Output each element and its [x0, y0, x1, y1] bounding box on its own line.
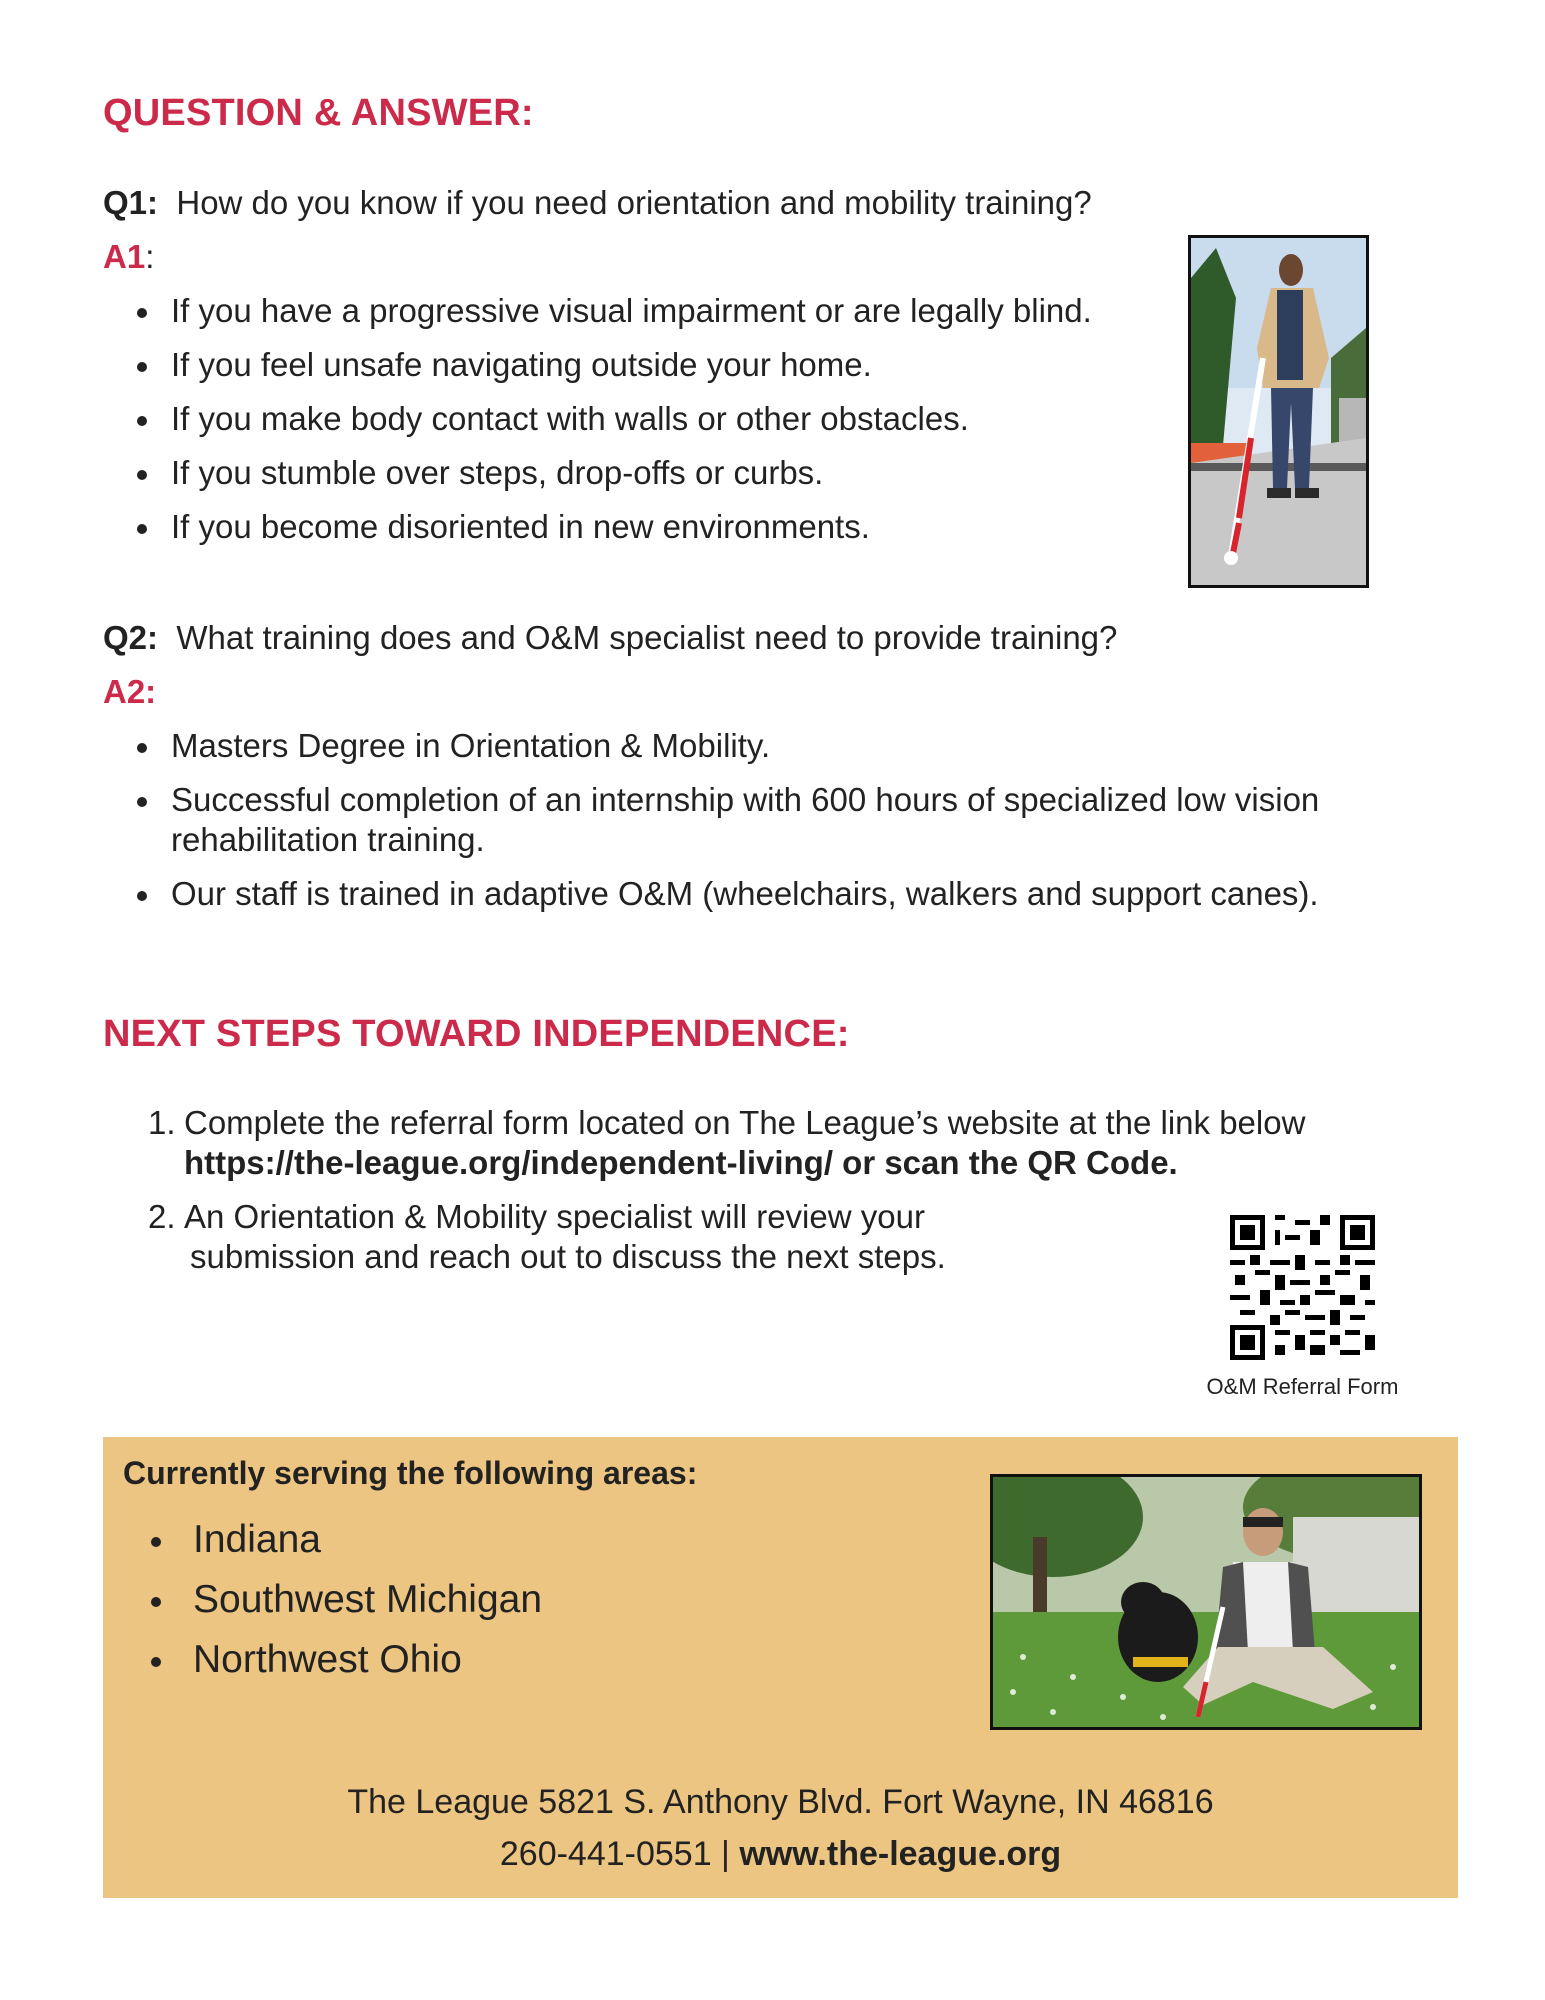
list-item: Masters Degree in Orientation & Mobility. — [103, 726, 1453, 766]
q1-text: How do you know if you need orientation and mobility training? — [176, 184, 1092, 221]
phone-number: 260-441-0551 | — [499, 1835, 730, 1873]
next-steps-heading: NEXT STEPS TOWARD INDEPENDENCE: — [103, 1013, 850, 1055]
service-areas-box — [103, 1437, 1458, 1898]
step-2 — [148, 1197, 1398, 1237]
man-with-cane-photo — [1188, 235, 1369, 588]
website-link[interactable]: www.the-league.org — [739, 1835, 1062, 1873]
list-item: Our staff is trained in adaptive O&M (wheelchairs, walkers and support canes). — [103, 874, 1453, 914]
list-item: Successful completion of an internship with 600 hours of specialized low vision — [103, 780, 1453, 820]
list-item: Indiana — [103, 1517, 542, 1563]
a2-label: A2: — [103, 673, 157, 710]
q1-label: Q1: — [103, 184, 159, 221]
list-item: If you feel unsafe navigating outside your home. — [103, 345, 1183, 385]
referral-link[interactable]: https://the-league.org/independent-living/ or scan the QR Code. — [184, 1144, 1178, 1181]
next-steps-list — [148, 1103, 1398, 1291]
guide-dog-illustration — [993, 1477, 1419, 1727]
man-with-cane-illustration — [1191, 238, 1366, 585]
a1-label-line — [103, 237, 154, 277]
a1-colon: : — [145, 238, 155, 275]
a2-label-line — [103, 672, 156, 712]
step-2-line-1: An Orientation & Mobility specialist will review your — [184, 1198, 925, 1235]
contact-line — [103, 1831, 1458, 1877]
list-item: Northwest Ohio — [103, 1637, 542, 1683]
step-1 — [148, 1103, 1398, 1143]
step-2-line-2: submission and reach out to discuss the next steps. — [190, 1238, 946, 1275]
man-with-guide-dog-photo — [990, 1474, 1422, 1730]
step-1-link-line — [148, 1143, 1398, 1183]
q1-question — [103, 183, 1092, 223]
qr-caption: O&M Referral Form — [1206, 1374, 1399, 1399]
a1-bullet-list — [103, 291, 1183, 561]
a2-bullet-list — [103, 726, 1453, 928]
q2-question — [103, 618, 1117, 658]
list-item: Southwest Michigan — [103, 1577, 542, 1623]
step-1-text: Complete the referral form located on The League’s website at the link below — [184, 1104, 1306, 1141]
step-1-number: 1. — [148, 1104, 176, 1141]
a1-label: A1 — [103, 238, 146, 275]
list-item: If you make body contact with walls or other obstacles. — [103, 399, 1183, 439]
areas-title: Currently serving the following areas: — [123, 1455, 698, 1491]
list-item: If you stumble over steps, drop-offs or curbs. — [103, 453, 1183, 493]
list-item: If you have a progressive visual impairment or are legally blind. — [103, 291, 1183, 331]
areas-list — [103, 1517, 542, 1697]
q2-label: Q2: — [103, 619, 159, 656]
qa-heading: QUESTION & ANSWER: — [103, 92, 534, 134]
list-item-continuation: rehabilitation training. — [171, 821, 485, 858]
q2-text: What training does and O&M specialist need to provide training? — [176, 619, 1118, 656]
qr-code-icon[interactable] — [1230, 1215, 1375, 1360]
step-2-number: 2. — [148, 1198, 176, 1235]
address: The League 5821 S. Anthony Blvd. Fort Wayne, IN 46816 — [347, 1783, 1214, 1821]
list-item: If you become disoriented in new environments. — [103, 507, 1183, 547]
step-2-continuation — [148, 1237, 1398, 1277]
